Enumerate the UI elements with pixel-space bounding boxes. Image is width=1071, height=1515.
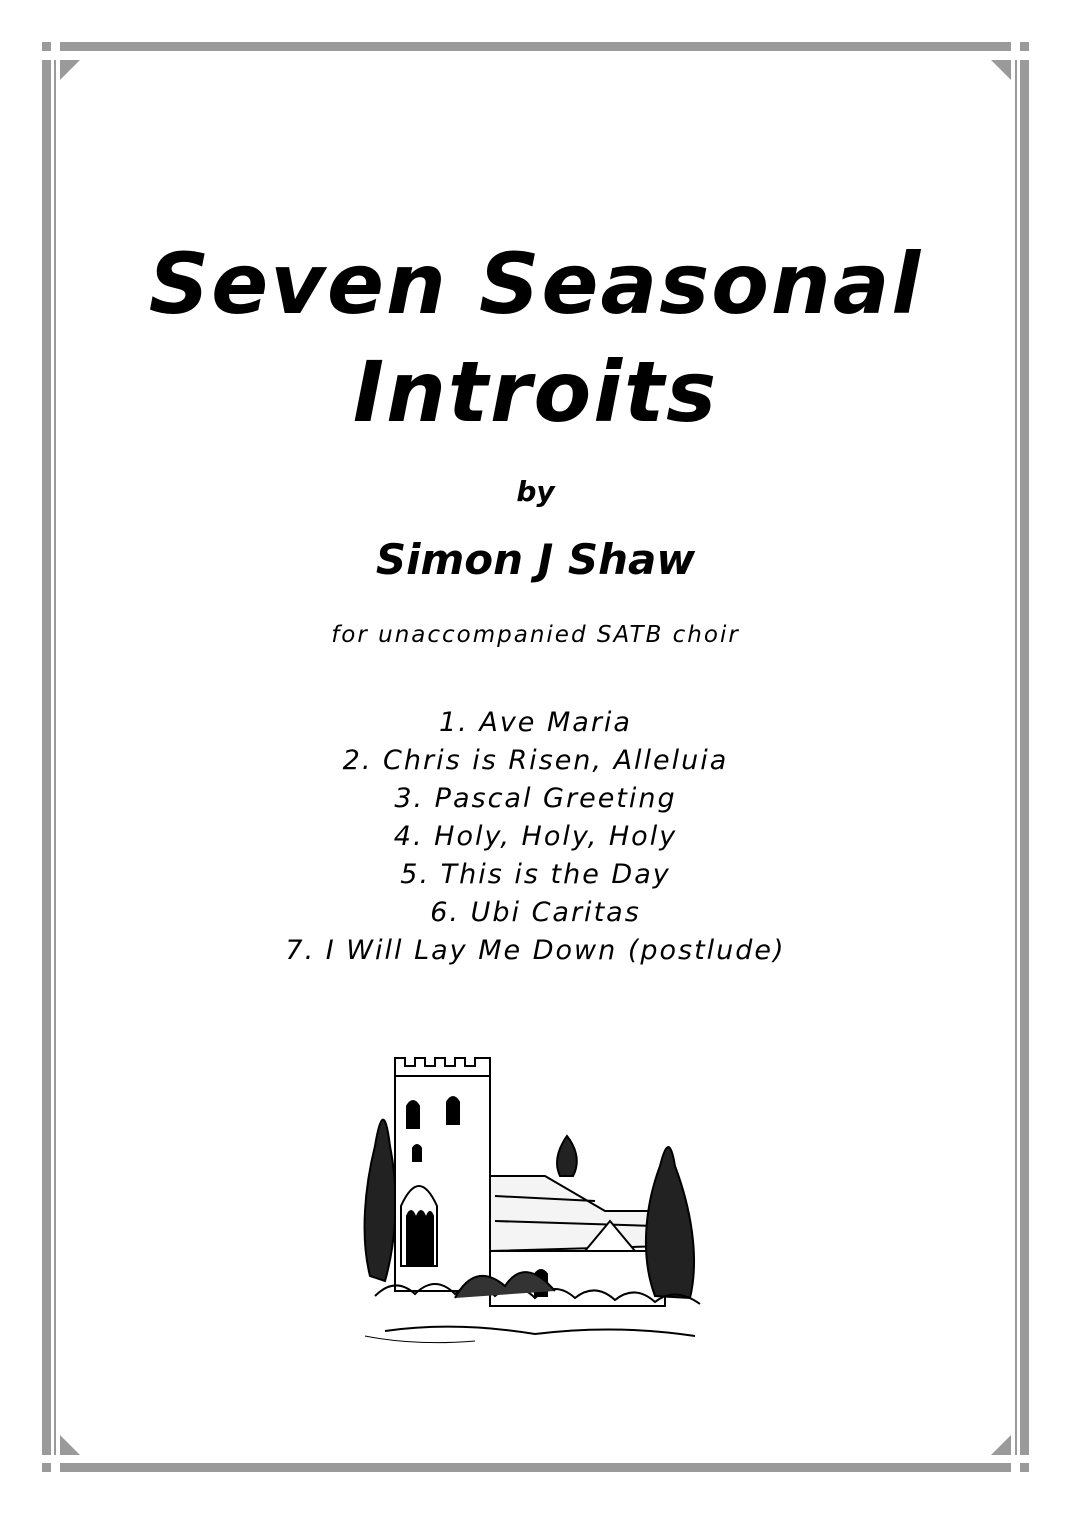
composer-name: Simon J Shaw [375,535,696,584]
scoring-note: for unaccompanied SATB choir [331,622,740,648]
list-item: 4. Holy, Holy, Holy [393,821,678,852]
page-title-line2: Introits [352,343,719,441]
contents-list [0,704,1071,970]
church-illustration [355,1036,715,1356]
list-item: 1. Ave Maria [439,707,632,738]
by-label: by [516,475,555,508]
list-item: 3. Pascal Greeting [394,783,677,814]
list-item: 5. This is the Day [400,859,671,890]
list-item: 6. Ubi Caritas [430,897,641,928]
list-item: 7. I Will Lay Me Down (postlude) [285,935,786,966]
page-title-line1: Seven Seasonal [148,235,923,333]
list-item: 2. Chris is Risen, Alleluia [342,745,729,776]
